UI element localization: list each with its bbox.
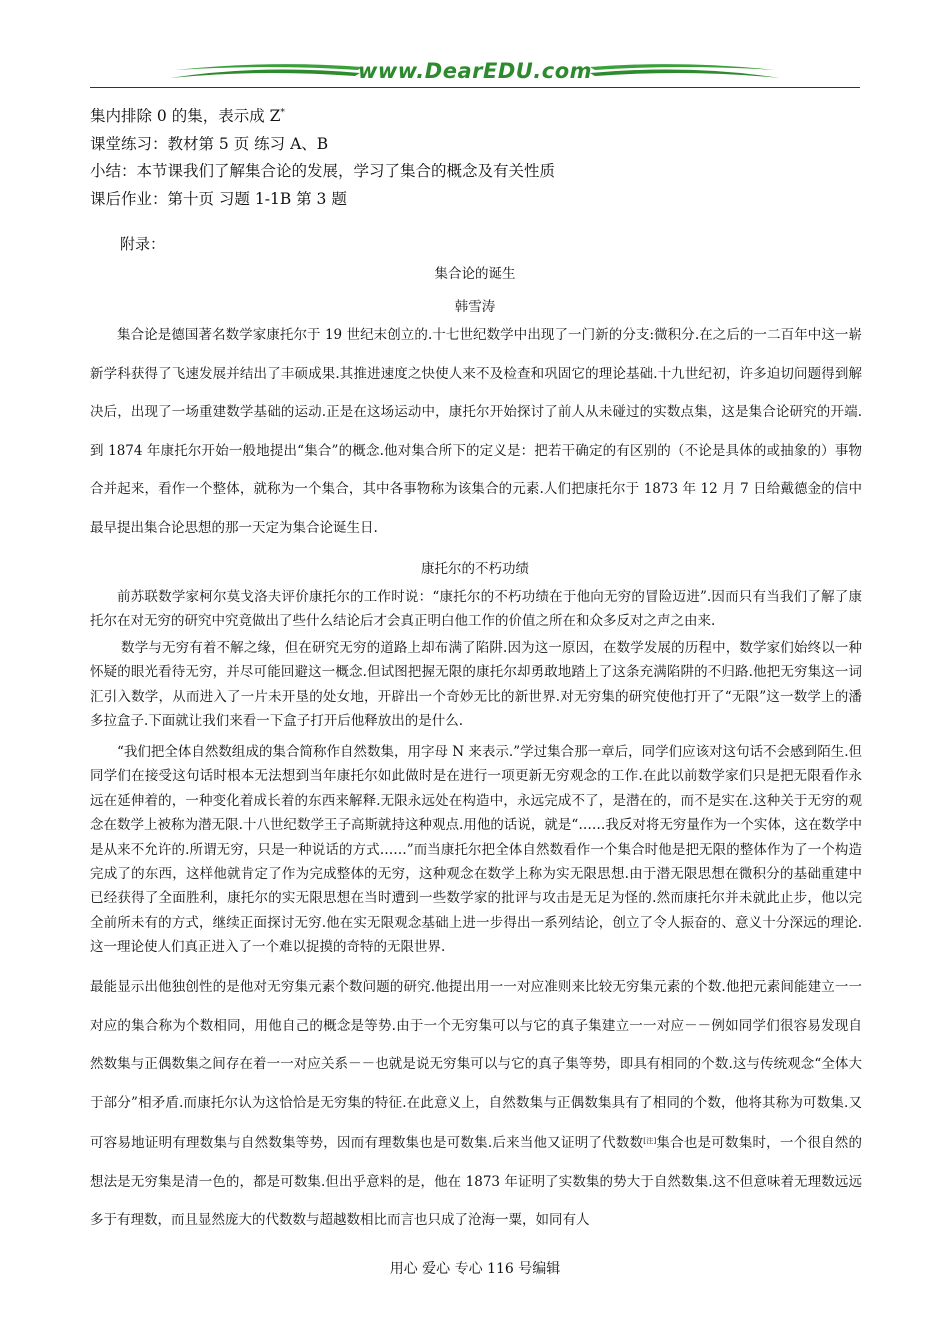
site-logo-text: www.DearEDU.com (357, 59, 593, 83)
paragraph-5-part-2: 集合也是可数集时，一个很自然的想法是无穷集是清一色的，都是可数集.但出乎意料的是，他在 1873 年证明了实数集的势大于自然数集.这不但意味着无理数远远多于有理数，而且显然庞大的代数数与超越数相比而言也只成了沧海一粟，如同有人 (90, 1135, 862, 1228)
lesson-summary (90, 100, 870, 213)
paragraph-3: 数学与无穷有着不解之缘，但在研究无穷的道路上却布满了陷阱.因为这一原因，在数学发展的历程中，数学家们始终以一种怀疑的眼光看待无穷，并尽可能回避这一概念.但试图把握无限的康托尔却勇敢地踏上了这条充满陷阱的不归路.他把无穷集这一词汇引入数学，从而进入了一片未开垦的处女地，开辟出一个奇妙无比的新世界.对无穷集的研究使他打开了“无限”这一数学上的潘多拉盒子.下面就让我们来看一下盒子打开后他释放出的是什么. (90, 640, 862, 730)
paragraph-4: “我们把全体自然数组成的集合简称作自然数集，用字母 N 来表示.”学过集合那一章后，同学们应该对这句话不会感到陌生.但同学们在接受这句话时根本无法想到当年康托尔如此做时是在进行一项更新无穷观念的工作.在此以前数学家们只是把无限看作永远在延伸着的，一种变化着成长着的东西来解释.无限永远处在构造中，永远完成不了，是潜在的，而不是实在.这种关于无穷的观念在数学上被称为潜无限.十八世纪数学王子高斯就持这种观点.用他的话说，就是“……我反对将无穷量作为一个实体，这在数学中是从来不允许的.所谓无穷，只是一种说话的方式……”而当康托尔把全体自然数看作一个集合时他是把无限的整体作为了一个构造完成了的东西，这样他就肯定了作为完成整体的无穷，这种观念在数学上称为实无限思想.由于潜无限思想在微积分的基础重建中已经获得了全面胜利，康托尔的实无限思想在当时遭到一些数学家的批评与攻击是无足为怪的.然而康托尔并未就此止步，他以完全前所未有的方式，继续正面探讨无穷.他在实无限观念基础上进一步得出一系列结论，创立了令人振奋的、意义十分深远的理论.这一理论使人们真正进入了一个难以捉摸的奇特的无限世界. (90, 744, 862, 956)
summary-line-4: 课后作业：第十页 习题 1-1B 第 3 题 (90, 189, 347, 208)
header-rule (90, 87, 860, 88)
summary-line-2: 课堂练习：教材第 5 页 练习 A、B (90, 134, 329, 153)
article-author: 韩雪涛 (454, 299, 496, 315)
paragraph-1: 集合论是德国著名数学家康托尔于 19 世纪末创立的.十七世纪数学中出现了一门新的分支:微积分.在之后的一二百年中这一崭新学科获得了飞速发展并结出了丰硕成果.其推进速度之快使人来不及检查和巩固它的理论基础.十九世纪初，许多迫切问题得到解决后，出现了一场重建数学基础的运动.正是在这场运动中，康托尔开始探讨了前人从未碰过的实数点集，这是集合论研究的开端.到 1874 年康托尔开始一般地提出“集合”的概念.他对集合所下的定义是：把若干确定的有区别的（不论是具体的或抽象的）事物合并起来，看作一个整体，就称为一个集合，其中各事物称为该集合的元素.人们把康托尔于 1873 年 12 月 7 日给戴德金的信中最早提出集合论思想的那一天定为集合论诞生日. (90, 327, 862, 536)
summary-line-3: 小结：本节课我们了解集合论的发展，学习了集合的概念及有关性质 (90, 162, 556, 181)
paragraph-2: 前苏联数学家柯尔莫戈洛夫评价康托尔的工作时说：“康托尔的不朽功绩在于他向无穷的冒险迈进”.因而只有当我们了解了康托尔在对无穷的研究中究竟做出了些什么结论后才会真正明白他工作的价值之所在和众多反对之声之由来. (90, 589, 862, 630)
section-title: 康托尔的不朽功绩 (421, 561, 529, 577)
footnote-marker: [注] (643, 1137, 657, 1145)
appendix-label: 附录： (120, 235, 166, 253)
page-footer: 用心 爱心 专心 116 号编辑 (389, 1261, 561, 1277)
paragraph-5-part-1: 最能显示出他独创性的是他对无穷集元素个数问题的研究.他提出用一一对应准则来比较无穷集元素的个数.他把元素间能建立一一对应的集合称为个数相同，用他自己的概念是等势.由于一个无穷集可以与它的真子集建立一一对应－－例如同学们很容易发现自然数集与正偶数集之间存在着一一对应关系－－也就是说无穷集可以与它的真子集等势，即具有相同的个数.这与传统观念“全体大于部分”相矛盾.而康托尔认为这恰恰是无穷集的特征.在此意义上，自然数集与正偶数集具有了相同的个数，他将其称为可数集.又可容易地证明有理数集与自然数集等势，因而有理数集也是可数集.后来当他又证明了代数数 (90, 979, 862, 1151)
paragraph-5 (90, 968, 862, 1240)
superscript-star: * (280, 108, 285, 118)
summary-line-1-text: 集内排除 0 的集，表示成 Z (90, 107, 281, 126)
article-title: 集合论的诞生 (434, 266, 516, 282)
summary-line-1 (90, 100, 870, 131)
header-banner (90, 56, 860, 92)
